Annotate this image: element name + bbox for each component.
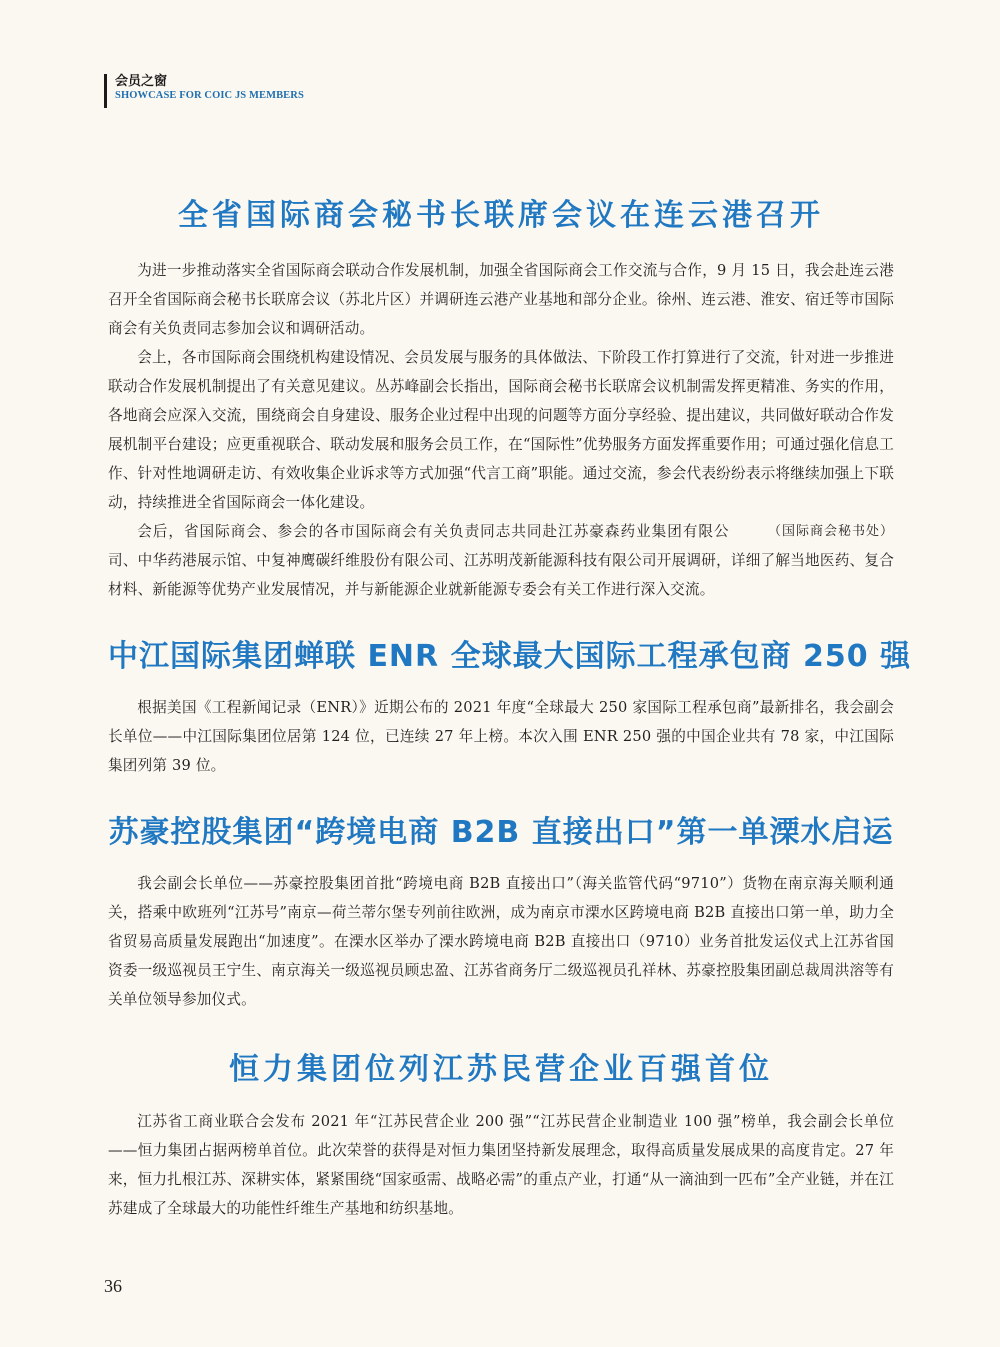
article-1-title: 全省国际商会秘书长联席会议在连云港召开 <box>178 198 824 233</box>
article-4-title: 恒力集团位列江苏民营企业百强首位 <box>229 1052 773 1087</box>
article-4 <box>108 1050 894 1223</box>
article-2 <box>108 637 912 780</box>
article-1-paragraph-3-text: 会后，省国际商会、参会的各市国际商会有关负责同志共同赴江苏豪森药业集团有限公司、中华药港展示馆、中复神鹰碳纤维股份有限公司、江苏明茂新能源科技有限公司开展调研，详细了解当地医药、复合材料、新能源等优势产业发展情况，并与新能源企业就新能源专委会有关工作进行深入交流。 <box>108 523 894 598</box>
article-2-paragraph-1: 根据美国《工程新闻记录（ENR）》近期公布的 2021 年度“全球最大 250 家国际工程承包商”最新排名，我会副会长单位——中江国际集团位居第 124 位，已连续 27 年上榜。本次入围 ENR 250 强的中国企业共有 78 家，中江国际集团列第 39 位。 <box>108 699 894 774</box>
article-4-paragraph-1: 江苏省工商业联合会发布 2021 年“江苏民营企业 200 强”“江苏民营企业制造业 100 强”榜单，我会副会长单位——恒力集团占据两榜单首位。此次荣誉的获得是对恒力集团坚持新发展理念，取得高质量发展成果的高度肯定。27 年来，恒力扎根江苏、深耕实体，紧紧围绕“国家亟需、战略必需”的重点产业，打通“从一滴油到一匹布”全产业链，并在江苏建成了全球最大的功能性纤维生产基地和纺织基地。 <box>108 1113 894 1217</box>
section-title-cn: 会员之窗 <box>115 74 168 89</box>
article-1 <box>108 196 894 604</box>
article-1-paragraph-2: 会上，各市国际商会围绕机构建设情况、会员发展与服务的具体做法、下阶段工作打算进行了交流，针对进一步推进联动合作发展机制提出了有关意见建议。丛苏峰副会长指出，国际商会秘书长联席会议机制需发挥更精准、务实的作用，各地商会应深入交流，围绕商会自身建设、服务企业过程中出现的问题等方面分享经验、提出建议，共同做好联动合作发展机制平台建设；应更重视联合、联动发展和服务会员工作，在“国际性”优势服务方面发挥重要作用；可通过强化信息工作、针对性地调研走访、有效收集企业诉求等方式加强“代言工商”职能。通过交流，参会代表纷纷表示将继续加强上下联动，持续推进全省国际商会一体化建设。 <box>108 349 894 511</box>
article-1-paragraph-3 <box>108 517 894 604</box>
section-header <box>104 74 304 108</box>
article-3-paragraph-1: 我会副会长单位——苏豪控股集团首批“跨境电商 B2B 直接出口”（海关监管代码“9710”）货物在南京海关顺利通关，搭乘中欧班列“江苏号”南京—荷兰蒂尔堡专列前往欧洲，成为南京市溧水区跨境电商 B2B 直接出口第一单，助力全省贸易高质量发展跑出“加速度”。在溧水区举办了溧水跨境电商 B2B 直接出口（9710）业务首批发运仪式上江苏省国资委一级巡视员王宁生、南京海关一级巡视员顾忠盈、江苏省商务厅二级巡视员孔祥林、苏豪控股集团副总裁周洪溶等有关单位领导参加仪式。 <box>108 875 894 1008</box>
article-3-body <box>108 869 894 1014</box>
article-4-body <box>108 1107 894 1223</box>
article-2-body <box>108 693 894 780</box>
article-1-source: （国际商会秘书处） <box>767 524 894 539</box>
article-1-body <box>108 256 894 604</box>
article-3 <box>108 813 894 1014</box>
article-1-paragraph-1: 为进一步推动落实全省国际商会联动合作发展机制，加强全省国际商会工作交流与合作，9 月 15 日，我会赴连云港召开全省国际商会秘书长联席会议（苏北片区）并调研连云港产业基地和部分企业。徐州、连云港、淮安、宿迁等市国际商会有关负责同志参加会议和调研活动。 <box>108 262 894 337</box>
article-3-title: 苏豪控股集团“跨境电商 B2B 直接出口”第一单溧水启运 <box>108 815 894 850</box>
section-title-en: SHOWCASE FOR COIC JS MEMBERS <box>115 90 304 101</box>
article-2-title: 中江国际集团蝉联 ENR 全球最大国际工程承包商 250 强 <box>108 639 912 674</box>
page-number: 36 <box>104 1276 122 1296</box>
